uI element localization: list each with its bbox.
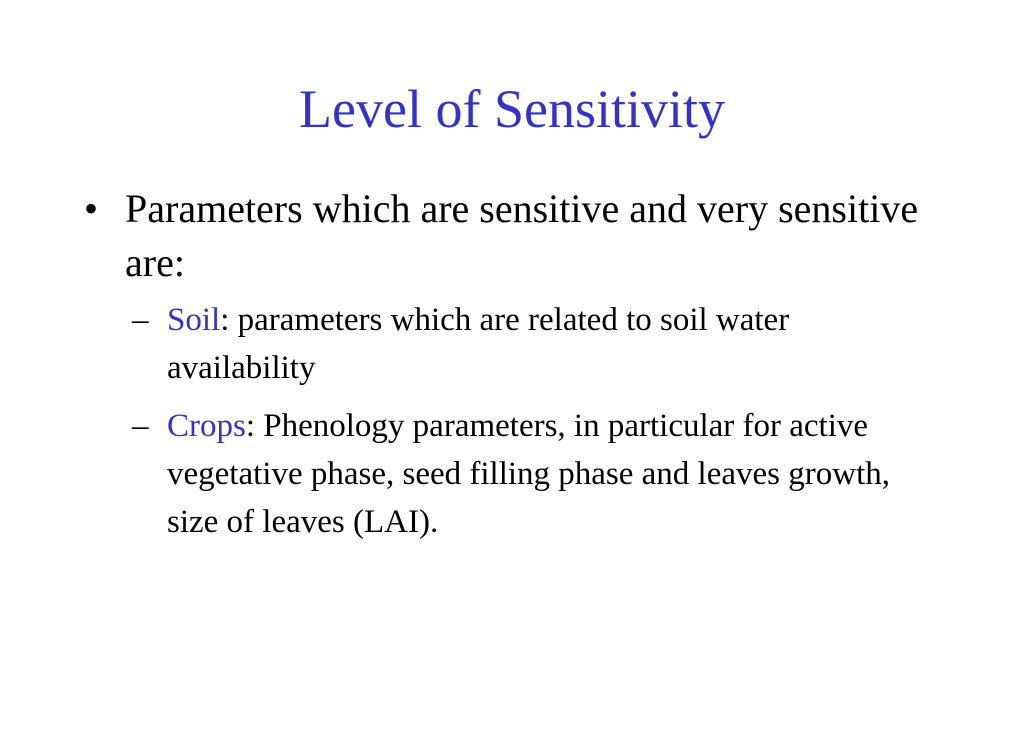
bullet-item	[84, 182, 944, 290]
term-soil: Soil	[167, 302, 221, 338]
bullet-text: Parameters which are sensitive and very sensitive are:	[125, 186, 919, 285]
dash-marker: –	[132, 408, 149, 444]
sub-bullet-soil	[132, 296, 944, 392]
sub-bullet-list	[84, 296, 944, 546]
slide-title: Level of Sensitivity	[299, 79, 725, 139]
bullet-marker: •	[84, 186, 99, 231]
dash-marker: –	[132, 302, 149, 338]
sub-bullet-crops	[132, 402, 944, 546]
sub-bullet-text: : parameters which are related to soil water availability	[167, 302, 790, 386]
sub-bullet-text: : Phenology parameters, in particular for active vegetative phase, seed filling phase and leaves growth, size of leaves (LAI).	[167, 408, 891, 540]
term-crops: Crops	[167, 408, 246, 444]
slide-body	[84, 182, 944, 556]
